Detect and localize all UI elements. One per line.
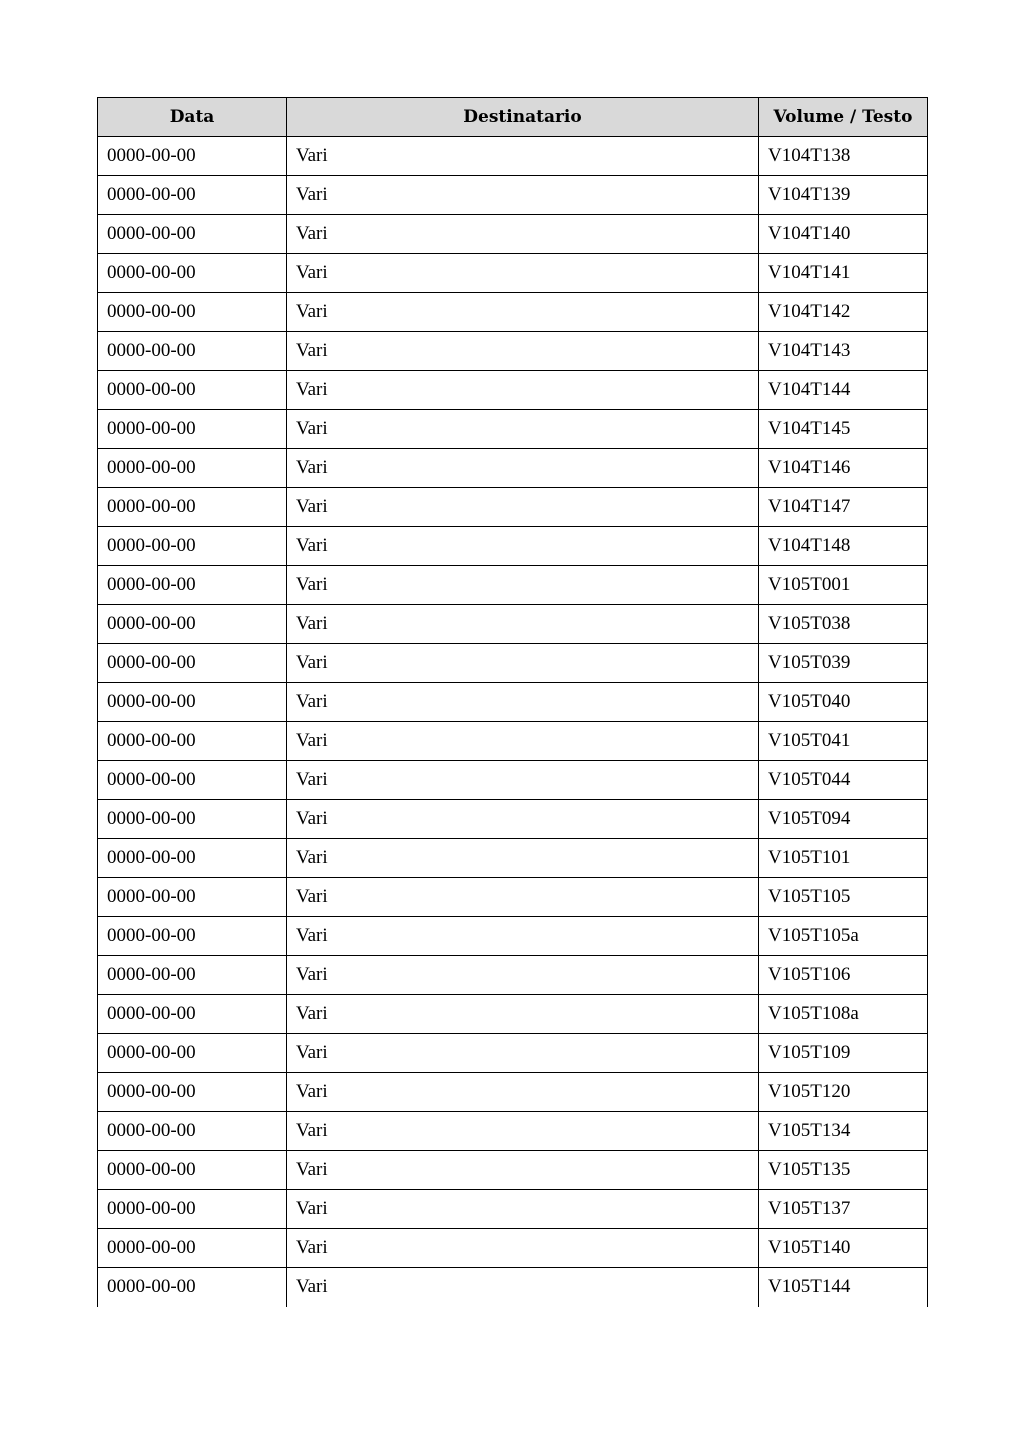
cell-data: 0000-00-00 — [98, 176, 287, 215]
table-row — [98, 1268, 928, 1307]
cell-volume-testo: V105T135 — [759, 1151, 928, 1190]
table-row — [98, 761, 928, 800]
cell-volume-testo: V104T146 — [759, 449, 928, 488]
cell-data: 0000-00-00 — [98, 878, 287, 917]
cell-destinatario: Vari — [287, 449, 759, 488]
cell-destinatario: Vari — [287, 1112, 759, 1151]
cell-data: 0000-00-00 — [98, 644, 287, 683]
cell-volume-testo: V104T141 — [759, 254, 928, 293]
table-row — [98, 605, 928, 644]
cell-destinatario: Vari — [287, 527, 759, 566]
cell-destinatario: Vari — [287, 1073, 759, 1112]
cell-data: 0000-00-00 — [98, 527, 287, 566]
column-header-destinatario: Destinatario — [287, 98, 759, 137]
cell-volume-testo: V105T039 — [759, 644, 928, 683]
cell-destinatario: Vari — [287, 176, 759, 215]
cell-destinatario: Vari — [287, 956, 759, 995]
cell-data: 0000-00-00 — [98, 683, 287, 722]
cell-data: 0000-00-00 — [98, 995, 287, 1034]
cell-data: 0000-00-00 — [98, 215, 287, 254]
cell-destinatario: Vari — [287, 761, 759, 800]
table-row — [98, 410, 928, 449]
cell-data: 0000-00-00 — [98, 800, 287, 839]
cell-volume-testo: V105T101 — [759, 839, 928, 878]
cell-volume-testo: V105T134 — [759, 1112, 928, 1151]
cell-destinatario: Vari — [287, 137, 759, 176]
cell-destinatario: Vari — [287, 254, 759, 293]
table-row — [98, 839, 928, 878]
cell-destinatario: Vari — [287, 1151, 759, 1190]
cell-volume-testo: V104T143 — [759, 332, 928, 371]
table-row — [98, 1190, 928, 1229]
cell-volume-testo: V104T147 — [759, 488, 928, 527]
cell-volume-testo: V105T108a — [759, 995, 928, 1034]
cell-destinatario: Vari — [287, 1268, 759, 1307]
cell-data: 0000-00-00 — [98, 254, 287, 293]
cell-data: 0000-00-00 — [98, 137, 287, 176]
table-row — [98, 137, 928, 176]
table-row — [98, 1034, 928, 1073]
table-row — [98, 449, 928, 488]
table-row — [98, 644, 928, 683]
table-row — [98, 683, 928, 722]
cell-volume-testo: V105T120 — [759, 1073, 928, 1112]
cell-destinatario: Vari — [287, 995, 759, 1034]
cell-data: 0000-00-00 — [98, 449, 287, 488]
cell-data: 0000-00-00 — [98, 722, 287, 761]
cell-destinatario: Vari — [287, 878, 759, 917]
cell-data: 0000-00-00 — [98, 839, 287, 878]
cell-volume-testo: V105T041 — [759, 722, 928, 761]
table-row — [98, 566, 928, 605]
cell-destinatario: Vari — [287, 488, 759, 527]
table-row — [98, 1151, 928, 1190]
table-row — [98, 176, 928, 215]
cell-data: 0000-00-00 — [98, 1073, 287, 1112]
cell-destinatario: Vari — [287, 332, 759, 371]
cell-volume-testo: V105T105 — [759, 878, 928, 917]
cell-data: 0000-00-00 — [98, 1034, 287, 1073]
cell-volume-testo: V104T138 — [759, 137, 928, 176]
table-row — [98, 332, 928, 371]
cell-destinatario: Vari — [287, 722, 759, 761]
table-row — [98, 371, 928, 410]
cell-volume-testo: V104T142 — [759, 293, 928, 332]
table-row — [98, 293, 928, 332]
cell-destinatario: Vari — [287, 839, 759, 878]
cell-data: 0000-00-00 — [98, 1112, 287, 1151]
table-row — [98, 1229, 928, 1268]
table-body — [98, 137, 928, 1307]
letters-table — [97, 97, 928, 1307]
cell-destinatario: Vari — [287, 644, 759, 683]
cell-data: 0000-00-00 — [98, 410, 287, 449]
cell-destinatario: Vari — [287, 1229, 759, 1268]
cell-data: 0000-00-00 — [98, 1190, 287, 1229]
cell-volume-testo: V105T137 — [759, 1190, 928, 1229]
cell-destinatario: Vari — [287, 293, 759, 332]
column-header-volume-testo: Volume / Testo — [759, 98, 928, 137]
cell-volume-testo: V104T145 — [759, 410, 928, 449]
cell-data: 0000-00-00 — [98, 1268, 287, 1307]
cell-destinatario: Vari — [287, 371, 759, 410]
cell-volume-testo: V105T144 — [759, 1268, 928, 1307]
cell-volume-testo: V105T038 — [759, 605, 928, 644]
column-header-data: Data — [98, 98, 287, 137]
table-row — [98, 488, 928, 527]
cell-volume-testo: V105T044 — [759, 761, 928, 800]
table-row — [98, 254, 928, 293]
cell-destinatario: Vari — [287, 917, 759, 956]
cell-volume-testo: V105T105a — [759, 917, 928, 956]
cell-destinatario: Vari — [287, 215, 759, 254]
cell-volume-testo: V105T109 — [759, 1034, 928, 1073]
cell-volume-testo: V105T094 — [759, 800, 928, 839]
cell-volume-testo: V105T140 — [759, 1229, 928, 1268]
cell-data: 0000-00-00 — [98, 488, 287, 527]
cell-data: 0000-00-00 — [98, 605, 287, 644]
cell-volume-testo: V104T144 — [759, 371, 928, 410]
table-row — [98, 956, 928, 995]
cell-destinatario: Vari — [287, 683, 759, 722]
cell-data: 0000-00-00 — [98, 761, 287, 800]
cell-destinatario: Vari — [287, 1190, 759, 1229]
table-row — [98, 1112, 928, 1151]
table-row — [98, 878, 928, 917]
table-row — [98, 215, 928, 254]
cell-data: 0000-00-00 — [98, 332, 287, 371]
cell-volume-testo: V104T148 — [759, 527, 928, 566]
table-row — [98, 800, 928, 839]
table-row — [98, 527, 928, 566]
cell-data: 0000-00-00 — [98, 1229, 287, 1268]
cell-volume-testo: V105T040 — [759, 683, 928, 722]
cell-destinatario: Vari — [287, 605, 759, 644]
cell-volume-testo: V104T139 — [759, 176, 928, 215]
table-header — [98, 98, 928, 137]
cell-data: 0000-00-00 — [98, 956, 287, 995]
cell-destinatario: Vari — [287, 800, 759, 839]
table-row — [98, 917, 928, 956]
cell-data: 0000-00-00 — [98, 371, 287, 410]
cell-destinatario: Vari — [287, 566, 759, 605]
cell-data: 0000-00-00 — [98, 293, 287, 332]
cell-destinatario: Vari — [287, 410, 759, 449]
table-header-row — [98, 98, 928, 137]
table-row — [98, 1073, 928, 1112]
cell-data: 0000-00-00 — [98, 917, 287, 956]
table-row — [98, 995, 928, 1034]
cell-data: 0000-00-00 — [98, 1151, 287, 1190]
cell-volume-testo: V105T001 — [759, 566, 928, 605]
cell-volume-testo: V105T106 — [759, 956, 928, 995]
cell-destinatario: Vari — [287, 1034, 759, 1073]
cell-data: 0000-00-00 — [98, 566, 287, 605]
cell-volume-testo: V104T140 — [759, 215, 928, 254]
table-row — [98, 722, 928, 761]
